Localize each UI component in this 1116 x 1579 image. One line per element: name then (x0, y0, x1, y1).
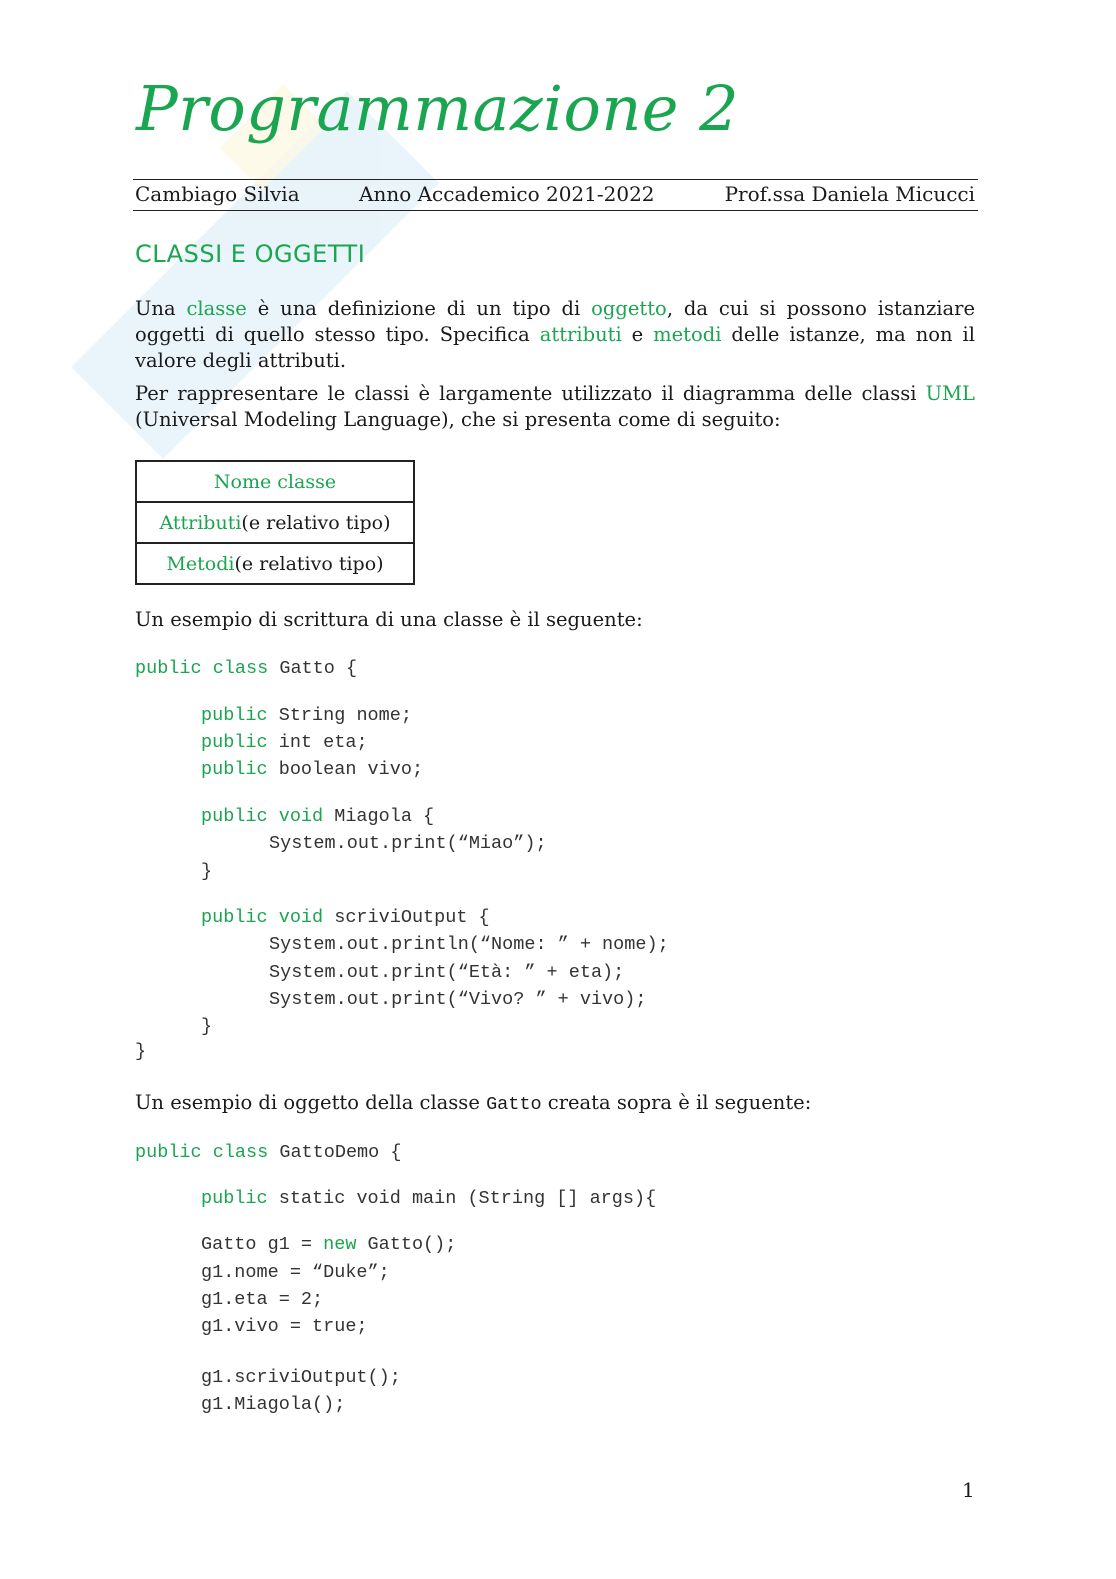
code-block-gattodemo: public class GattoDemo { public static void main (String [] args){ Gatto g1 = new Gatto(); g1.nome = “Duke”; g1.eta = 2; g1.vivo = true; g1.scriviOutput(); g1.Miagola(); (135, 1142, 657, 1415)
author: Cambiago Silvia (135, 182, 300, 206)
inline-code-gatto: Gatto (486, 1094, 542, 1115)
paragraph-uml: Per rappresentare le classi è largamente utilizzato il diagramma delle classi UML (Universal Modeling Language), che si presenta come di seguito: (135, 382, 975, 431)
paragraph-class-example: Un esempio di scrittura di una classe è il seguente: (135, 608, 643, 631)
uml-methods: Metodi (e relativo tipo) (166, 552, 384, 575)
header-top-rule (133, 179, 978, 180)
header-row (135, 182, 975, 210)
term-uml: UML (925, 382, 975, 405)
code-block-gatto: public class Gatto { public String nome; public int eta; public boolean vivo; public void Miagola { System.out.print(“Miao”); } public void scriviOutput { System.out.println(“Nome: ” + nome); System.out.print(“Età: ” + eta); System.out.print(“Vivo? ” + vivo); } } (135, 658, 669, 1062)
uml-class-name: Nome classe (137, 462, 413, 503)
header-bottom-rule (133, 210, 978, 211)
paragraph-definition: Una classe è una definizione di un tipo di oggetto, da cui si possono istanziare oggetti di quello stesso tipo. Specifica attributi e metodi delle istanze, ma non il valore degli attributi. (135, 297, 975, 372)
term-oggetto: oggetto (591, 297, 667, 320)
term-attributi: attributi (539, 323, 622, 346)
section-title: CLASSI E OGGETTI (135, 240, 366, 268)
page-number: 1 (962, 1478, 975, 1502)
term-metodi: metodi (653, 323, 722, 346)
professor: Prof.ssa Daniela Micucci (724, 182, 975, 206)
document-title: Programmazione 2 (136, 72, 740, 145)
uml-class-diagram (135, 460, 415, 585)
uml-attributes: Attributi (e relativo tipo) (137, 503, 413, 544)
term-classe: classe (186, 297, 247, 320)
academic-year: Anno Accademico 2021-2022 (359, 182, 655, 206)
paragraph-object-example: Un esempio di oggetto della classe Gatto creata sopra è il seguente: (135, 1091, 812, 1115)
